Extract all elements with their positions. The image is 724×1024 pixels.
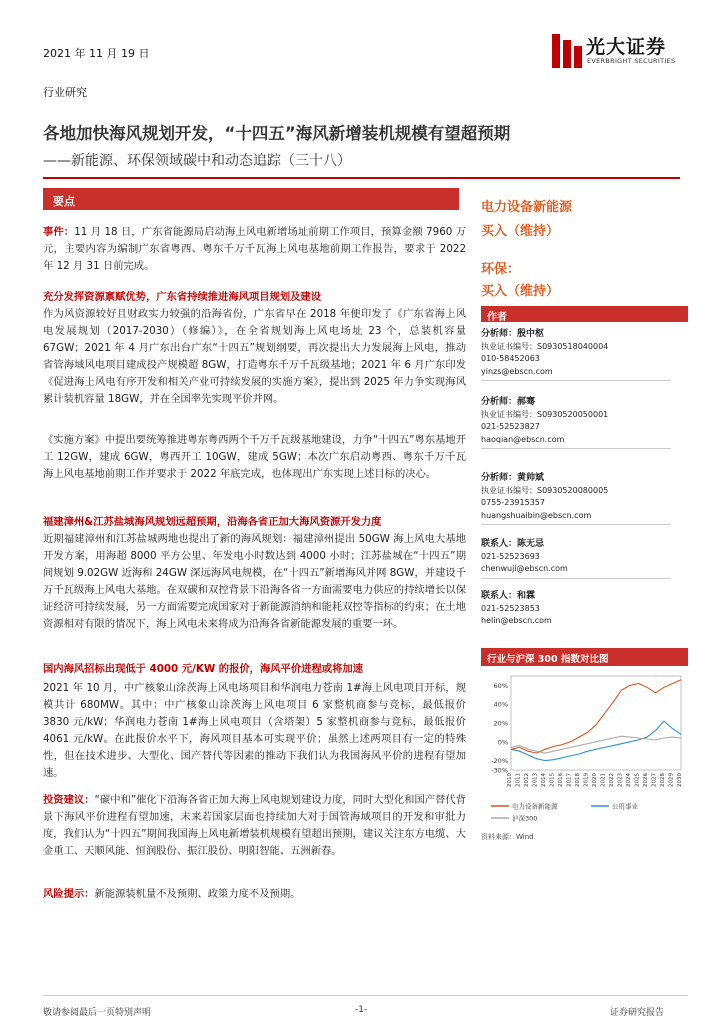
chart-source: 资料来源：Wind [481,833,534,841]
y-tick-label: 60% [493,681,508,690]
analyst-card [481,396,681,449]
risk-label: 风险提示： [43,888,95,900]
x-tick-label: 2021 [600,773,607,787]
analyst-name-line [481,396,681,409]
x-tick-label: 2013 [532,773,539,787]
analyst-role: 分析师： [481,473,518,483]
report-subtitle: ——新能源、环保领域碳中和动态追踪（三十八） [43,153,351,169]
contact-email[interactable]: helin@ebscn.com [481,616,552,625]
page-number: -1- [355,1005,368,1015]
contact-card [481,590,681,628]
section-heading-2: 福建漳州&江苏盐城海风规划远超预期，沿海各省正加大海风资源开发力度 [43,516,382,528]
analyst-phone: 0755-23915357 [481,498,545,507]
analyst-cert: 执业证书编号：S0930520080005 [481,485,609,495]
x-tick-label: 2025 [634,773,641,787]
x-tick-label: 2019 [583,773,590,787]
y-tick-label: -20% [491,757,508,766]
title-divider [43,177,680,179]
analyst-divider [481,448,671,449]
x-tick-label: 2029 [668,773,675,787]
report-date: 2021 年 11 月 19 日 [43,47,150,60]
analyst-email[interactable]: huangshuaibin@ebscn.com [481,510,592,520]
invest-text: “碳中和”催化下沿海各省正加大海上风电规划建设力度，同时大型化和国产替代背景下海风平价进程有望加速，未来若国家层面也持续加大对于国管海域项目的开发和审批力度，我们认为“十四五”期间我国海上风电新增装机规模有望超出预期，建议关注东方电缆、大金重工、天顺风能、恒润股份、振江股份、明阳智能、五洲新春。 [43,794,467,857]
report-title: 各地加快海风规划开发，“十四五”海风新增装机规模有望超预期 [43,124,511,143]
sector-name-1: 电力设备新能源 [481,200,573,215]
comparison-line-chart [481,670,688,830]
legend-label: 沪深300 [512,814,538,823]
section-heading-1: 充分发挥资源禀赋优势，广东省持续推进海风项目规划及建设 [43,291,322,303]
x-tick-label: 2026 [643,773,649,787]
brand-logo-icon [548,30,584,74]
contact-role: 联系人： [481,539,518,549]
sector-rating-1: 买入（维持） [481,224,560,239]
analyst-card [481,472,681,525]
series-line-公用事业 [511,721,681,761]
analyst-email[interactable]: yinzs@ebscn.com [481,366,553,376]
legend-label: 公用事业 [612,802,638,811]
y-tick-label: -30% [491,766,508,775]
summary-section-bar [43,188,459,210]
contact-phone: 021-52523853 [481,603,540,613]
paragraph-3: 近期福建漳州和江苏盐城两地也提出了新的海风规划：福建漳州提出 50GW 海上风电大基地开发方案，用海超 8000 平方公里、年发电小时数达到 4000 小时；江苏盐城在“十四五”期间规划 9.02GW 近海和 24GW 深远海风电规模，在“十四五”新增海风并网 8GW，并建设千万千瓦级海上风电大基地。在双碳和双控背景下沿海各省一方面需要电力供应的持续增长以保证经济可持续发展，另一方面需要完成国家对于新能源消纳和能耗双控等指标的约束；在土地资源相对有限的情况下，海上风电未来将成为沿海各省新能源发展的重要一环。 [43,533,466,630]
footer-disclaimer[interactable]: 敬请参阅最后一页特别声明 [43,1008,152,1018]
x-tick-label: 2024 [626,773,632,787]
author-section-label: 作者 [487,312,507,323]
legend-label: 电力设备新能源 [512,802,558,811]
contact-name: 陈无忌 [517,539,545,549]
analyst-role: 分析师： [481,397,518,407]
brand-subtitle: EVERBRIGHT SECURITIES [587,57,676,65]
series-line-沪深300 [511,736,681,753]
invest-paragraph [43,792,466,860]
analyst-email[interactable]: haoqian@ebscn.com [481,434,565,444]
x-tick-label: 2020 [592,773,598,787]
analyst-name-line [481,328,681,341]
section-heading-3: 国内海风招标出现低于 4000 元/KW 的报价，海风平价进程或将加速 [43,663,363,675]
invest-label: 投资建议： [43,794,95,806]
analyst-divider [481,524,671,525]
paragraph-1: 作为风资源较好且财政实力较强的沿海省份，广东省早在 2018 年便印发了《广东省海上风电发展规划（2017-2030）（修编）》，在全省规划海上风电场址 23 个，总装机容量 67GW；2021 年 4 月广东出台广东“十四五”规划纲要，再次提出大力发展海上风电，推动省管海域风电项目建成投产规模超 8GW，打造粤东千万千瓦级基地；2021 年 6 月广东印发《促进海上风电有序开发和相关产业可持续发展的实施方案》，提出到 2025 年力争实现海风累计装机容量 18GW，并在全国率先实现平价并网。 [43,308,466,405]
contact-role: 联系人： [481,591,518,601]
analyst-cert: 执业证书编号：S0930520050001 [481,409,609,419]
analyst-phone: 010-58452063 [481,354,540,363]
event-text: 11 月 18 日，广东省能源局启动海上风电新增场址前期工作项目，预算金额 7960 万元，主要内容为编制广东省粤西、粤东千万千瓦海上风电基地前期工作报告，要求于 2022 年 12 月 31 日前完成。 [43,226,466,272]
sector-name-2: 环保： [481,262,521,277]
analyst-name: 郝骞 [517,397,536,407]
risk-paragraph [43,886,466,903]
analyst-name: 黄帅斌 [517,473,545,483]
analyst-name-line [481,472,681,485]
event-paragraph [43,224,466,275]
y-tick-label: 0% [497,738,508,747]
brand-name: 光大证券 [586,36,667,58]
contact-name: 和霖 [517,591,536,601]
x-tick-label: 2016 [558,773,564,787]
footer-report-type: 证券研究报告 [610,1008,665,1018]
footer-divider [43,995,688,996]
chart-title: 行业与沪深 300 指数对比图 [487,654,609,665]
x-tick-label: 2018 [575,773,581,787]
analyst-divider [481,380,671,381]
analyst-cert: 执业证书编号：S0930518040004 [481,341,609,351]
contact-name-line [481,538,681,551]
x-tick-label: 2012 [524,773,530,787]
x-tick-label: 2027 [651,773,658,787]
x-tick-label: 2015 [549,773,556,787]
x-tick-label: 2010 [507,773,513,787]
risk-text: 新能源装机量不及预期、政策力度不及预期。 [94,888,301,900]
x-tick-label: 2022 [609,773,615,787]
x-tick-label: 2014 [541,773,547,787]
y-tick-label: 20% [493,719,508,728]
analyst-phone: 021-52523827 [481,422,540,431]
event-label: 事件： [43,226,75,238]
analyst-role: 分析师： [481,329,518,339]
paragraph-4: 2021 年 10 月，中广核象山涂茨海上风电场项目和华润电力苍南 1#海上风电项目开标，规模共计 680MW。其中：中广核象山涂茨海上风电项目 6 家整机商参与竞标，最低报价 3830 元/kW；华润电力苍南 1#海上风电项目（含塔架）5 家整机商参与竞标，最低报价 4061 元/kW。在此报价水平下，海风项目基本可实现平价；虽然上述两项目有一定的特殊性，但在技术进步、大型化、国产替代等因素的推动下我们认为我国海风平价的进程有望加速。 [43,682,466,779]
analyst-name: 殷中枢 [517,329,545,339]
chart-frame [511,676,681,770]
report-type: 行业研究 [43,86,87,99]
contact-name-line [481,590,681,603]
contact-divider [481,578,671,579]
sector-rating-2: 买入（维持） [481,284,560,299]
x-tick-label: 2023 [617,773,624,787]
author-section-bar [481,306,688,322]
contact-card [481,538,681,579]
contact-phone: 021-52523693 [481,551,540,561]
contact-email[interactable]: chenwuji@ebscn.com [481,564,568,573]
analyst-card [481,328,681,381]
x-tick-label: 2030 [677,773,683,787]
y-tick-label: 40% [493,700,508,709]
x-tick-label: 2011 [515,773,522,787]
x-tick-label: 2017 [566,773,573,787]
summary-section-label: 要点 [53,195,75,208]
paragraph-2: 《实施方案》中提出要统筹推进粤东粤西两个千万千瓦级基地建设，力争“十四五”粤东基地开工 12GW，建成 6GW，粤西开工 10GW，建成 5GW；本次广东启动粤西、粤东千万千瓦海上风电基地前期工作并要求于 2022 年底完成，也体现出广东实现上述目标的决心。 [43,434,466,480]
x-tick-label: 2028 [660,773,666,787]
